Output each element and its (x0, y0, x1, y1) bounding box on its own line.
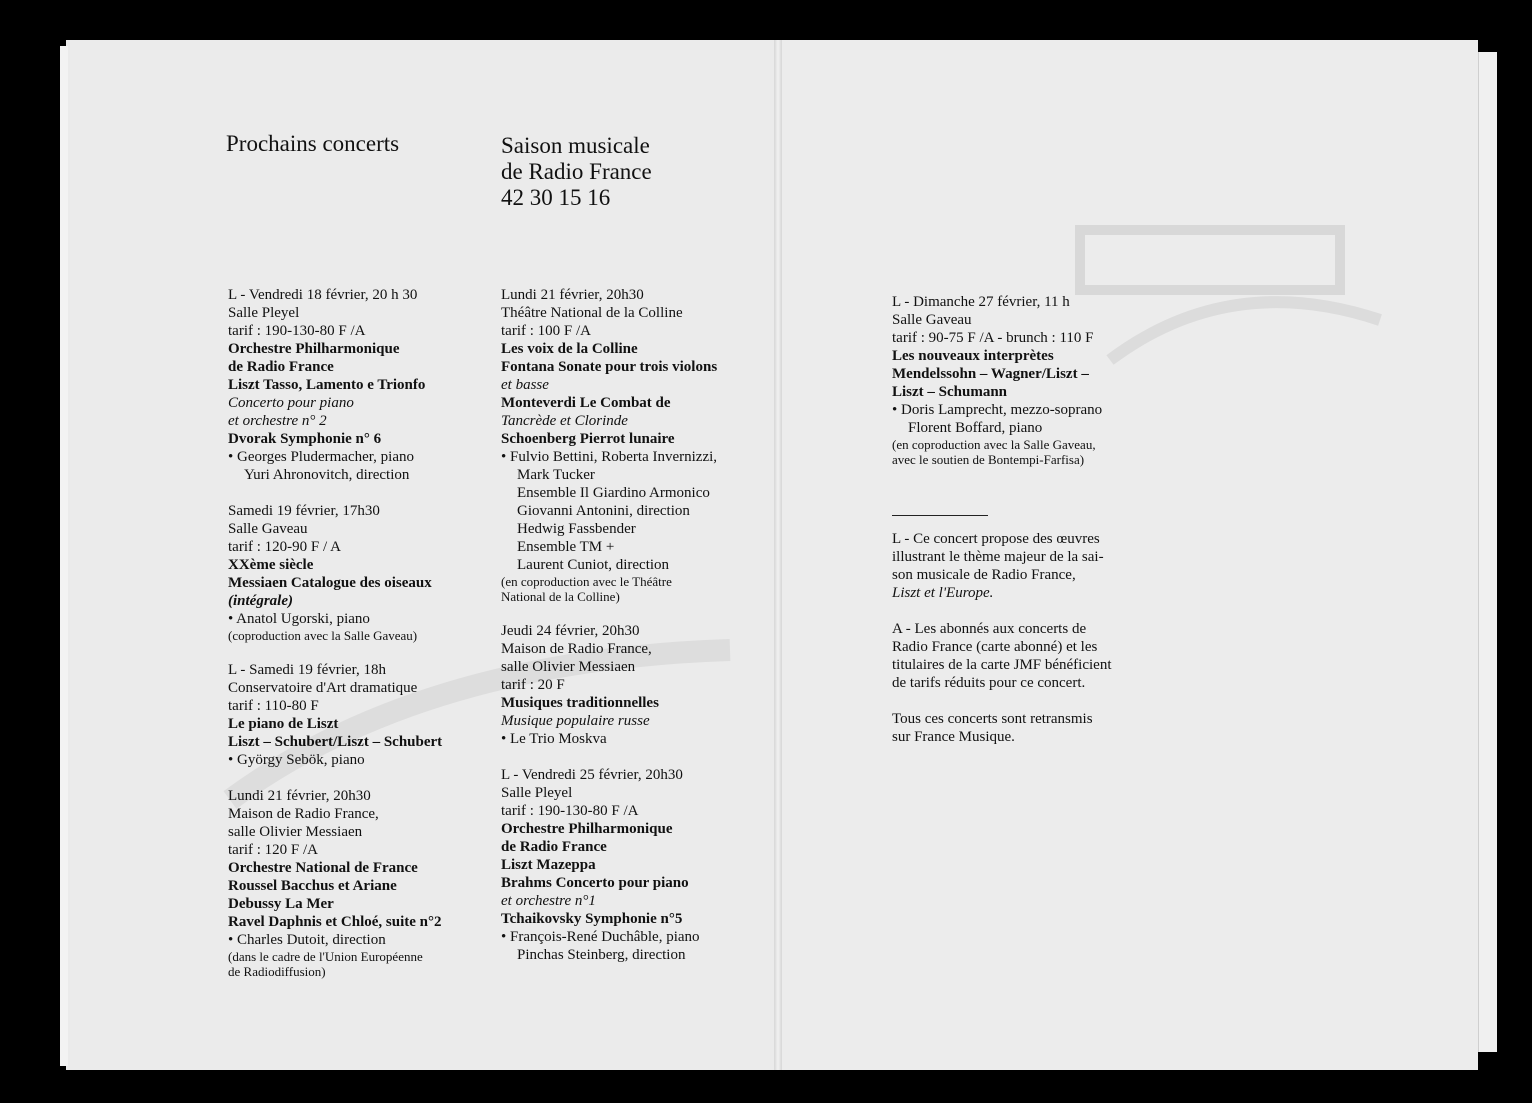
concert-line: Lundi 21 février, 20h30 (501, 287, 644, 303)
concert-entry (501, 622, 771, 748)
concert-line: tarif : 120-90 F / A (228, 539, 341, 555)
concert-entry (228, 502, 498, 643)
concert-line: Musique populaire russe (501, 713, 650, 729)
concert-line: • Anatol Ugorski, piano (228, 611, 370, 627)
concert-line: Laurent Cuniot, direction (517, 557, 670, 573)
concert-entry (228, 661, 498, 769)
middle-column-concerts (501, 286, 771, 982)
concert-line: Ravel Daphnis et Chloé, suite n°2 (228, 914, 442, 930)
concert-line: de Radio France (228, 359, 334, 375)
right-column (892, 293, 1192, 764)
concert-line: Debussy La Mer (228, 896, 334, 912)
concert-line: Brahms Concerto pour piano (501, 875, 689, 891)
concert-line: Le piano de Liszt (228, 716, 339, 732)
concert-line: Les nouveaux interprètes (892, 348, 1054, 364)
page-edge-left (60, 46, 68, 1066)
concert-line: Dvorak Symphonie n° 6 (228, 431, 382, 447)
note-line: Radio France (carte abonné) et les (892, 639, 1098, 655)
concert-line: (dans le cadre de l'Union Européenne (228, 949, 423, 964)
divider-rule (892, 515, 988, 516)
concert-line: salle Olivier Messiaen (501, 659, 636, 675)
season-title-line2: de Radio France (501, 159, 652, 184)
concert-entry (228, 286, 498, 484)
page-title-prochains-concerts (226, 131, 399, 157)
notes-block (892, 530, 1192, 746)
concert-line: Musiques traditionnelles (501, 695, 659, 711)
concert-line: Ensemble TM + (517, 539, 615, 555)
concert-line: de Radio France (501, 839, 607, 855)
concert-line: Tancrède et Clorinde (501, 413, 628, 429)
left-column-concerts (228, 286, 498, 997)
concert-line: Orchestre Philharmonique (228, 341, 400, 357)
concert-line: Salle Gaveau (892, 312, 972, 328)
concert-line: Schoenberg Pierrot lunaire (501, 431, 675, 447)
left-title: Prochains concerts (226, 131, 400, 156)
note-line: de tarifs réduits pour ce concert. (892, 675, 1086, 691)
concert-line: L - Vendredi 18 février, 20 h 30 (228, 287, 418, 303)
concert-line: Salle Pleyel (228, 305, 300, 321)
concert-line: National de la Colline) (501, 589, 620, 604)
concert-entry (501, 766, 771, 964)
note-paragraph (892, 620, 1192, 692)
concert-line: Concerto pour piano (228, 395, 354, 411)
note-line: sur France Musique. (892, 729, 1015, 745)
note-line: Tous ces concerts sont retransmis (892, 711, 1093, 727)
concert-line: tarif : 20 F (501, 677, 565, 693)
concert-line: tarif : 190-130-80 F /A (501, 803, 639, 819)
concert-line: (en coproduction avec la Salle Gaveau, (892, 437, 1096, 452)
concert-line: (coproduction avec la Salle Gaveau) (228, 628, 418, 643)
note-line: titulaires de la carte JMF bénéficient (892, 657, 1112, 673)
concert-line: Conservatoire d'Art dramatique (228, 680, 418, 696)
concert-line: Orchestre Philharmonique (501, 821, 673, 837)
concert-line: Maison de Radio France, (501, 641, 652, 657)
note-line: A - Les abonnés aux concerts de (892, 621, 1087, 637)
concert-line: Liszt – Schubert/Liszt – Schubert (228, 734, 443, 750)
concert-line: • György Sebök, piano (228, 752, 365, 768)
concert-line: Les voix de la Colline (501, 341, 638, 357)
concert-line: tarif : 90-75 F /A - brunch : 110 F (892, 330, 1094, 346)
concert-line: Salle Pleyel (501, 785, 573, 801)
concert-line: tarif : 110-80 F (228, 698, 319, 714)
concert-line: salle Olivier Messiaen (228, 824, 363, 840)
concert-line: Théâtre National de la Colline (501, 305, 683, 321)
page-edge-right (1478, 52, 1497, 1052)
concert-line: • Le Trio Moskva (501, 731, 607, 747)
concert-line: tarif : 100 F /A (501, 323, 591, 339)
concert-line: Liszt Mazeppa (501, 857, 596, 873)
concert-line: Liszt – Schumann (892, 384, 1008, 400)
concert-line: Monteverdi Le Combat de (501, 395, 671, 411)
concert-line: Samedi 19 février, 17h30 (228, 503, 380, 519)
concert-line: Mendelssohn – Wagner/Liszt – (892, 366, 1089, 382)
note-line: L - Ce concert propose des œuvres (892, 531, 1100, 547)
note-line: illustrant le thème majeur de la sai- (892, 549, 1104, 565)
concert-line: • François-René Duchâble, piano (501, 929, 700, 945)
concert-line: XXème siècle (228, 557, 314, 573)
concert-line: Orchestre National de France (228, 860, 418, 876)
concert-line: Hedwig Fassbender (517, 521, 636, 537)
season-title-line1: Saison musicale (501, 133, 650, 158)
concert-line: L - Vendredi 25 février, 20h30 (501, 767, 683, 783)
concert-line: tarif : 120 F /A (228, 842, 318, 858)
concert-line: Fontana Sonate pour trois violons (501, 359, 718, 375)
concert-line: Yuri Ahronovitch, direction (244, 467, 410, 483)
concert-line: et basse (501, 377, 549, 393)
book-gutter (774, 40, 782, 1070)
concert-line: et orchestre n°1 (501, 893, 596, 909)
note-line: Liszt et l'Europe. (892, 585, 994, 601)
concert-line: • Fulvio Bettini, Roberta Invernizzi, (501, 449, 718, 465)
concert-block (892, 293, 1192, 467)
concert-line: Lundi 21 février, 20h30 (228, 788, 371, 804)
concert-line: de Radiodiffusion) (228, 964, 326, 979)
concert-line: Messiaen Catalogue des oiseaux (228, 575, 432, 591)
concert-line: tarif : 190-130-80 F /A (228, 323, 366, 339)
concert-line: Pinchas Steinberg, direction (517, 947, 686, 963)
concert-line: Salle Gaveau (228, 521, 308, 537)
concert-line: Roussel Bacchus et Ariane (228, 878, 397, 894)
concert-line: Jeudi 24 février, 20h30 (501, 623, 640, 639)
concert-line: Liszt Tasso, Lamento e Trionfo (228, 377, 426, 393)
concert-line: L - Dimanche 27 février, 11 h (892, 294, 1070, 310)
concert-line: Ensemble Il Giardino Armonico (517, 485, 710, 501)
concert-line: Tchaikovsky Symphonie n°5 (501, 911, 683, 927)
concert-line: • Charles Dutoit, direction (228, 932, 386, 948)
concert-line: Florent Boffard, piano (908, 420, 1043, 436)
note-paragraph (892, 530, 1192, 602)
concert-line: et orchestre n° 2 (228, 413, 327, 429)
concert-entry (228, 787, 498, 979)
concert-line: L - Samedi 19 février, 18h (228, 662, 386, 678)
concert-line: Maison de Radio France, (228, 806, 379, 822)
concert-line: Giovanni Antonini, direction (517, 503, 690, 519)
concert-line: (en coproduction avec le Théâtre (501, 574, 672, 589)
note-line: son musicale de Radio France, (892, 567, 1076, 583)
concert-entry (501, 286, 771, 604)
note-paragraph (892, 710, 1192, 746)
concert-line: • Doris Lamprecht, mezzo-soprano (892, 402, 1103, 418)
concert-line: Mark Tucker (517, 467, 595, 483)
concert-line: avec le soutien de Bontempi-Farfisa) (892, 452, 1085, 467)
concert-line: (intégrale) (228, 593, 293, 609)
season-title-block (501, 133, 652, 211)
season-phone: 42 30 15 16 (501, 185, 611, 210)
concert-line: • Georges Pludermacher, piano (228, 449, 414, 465)
